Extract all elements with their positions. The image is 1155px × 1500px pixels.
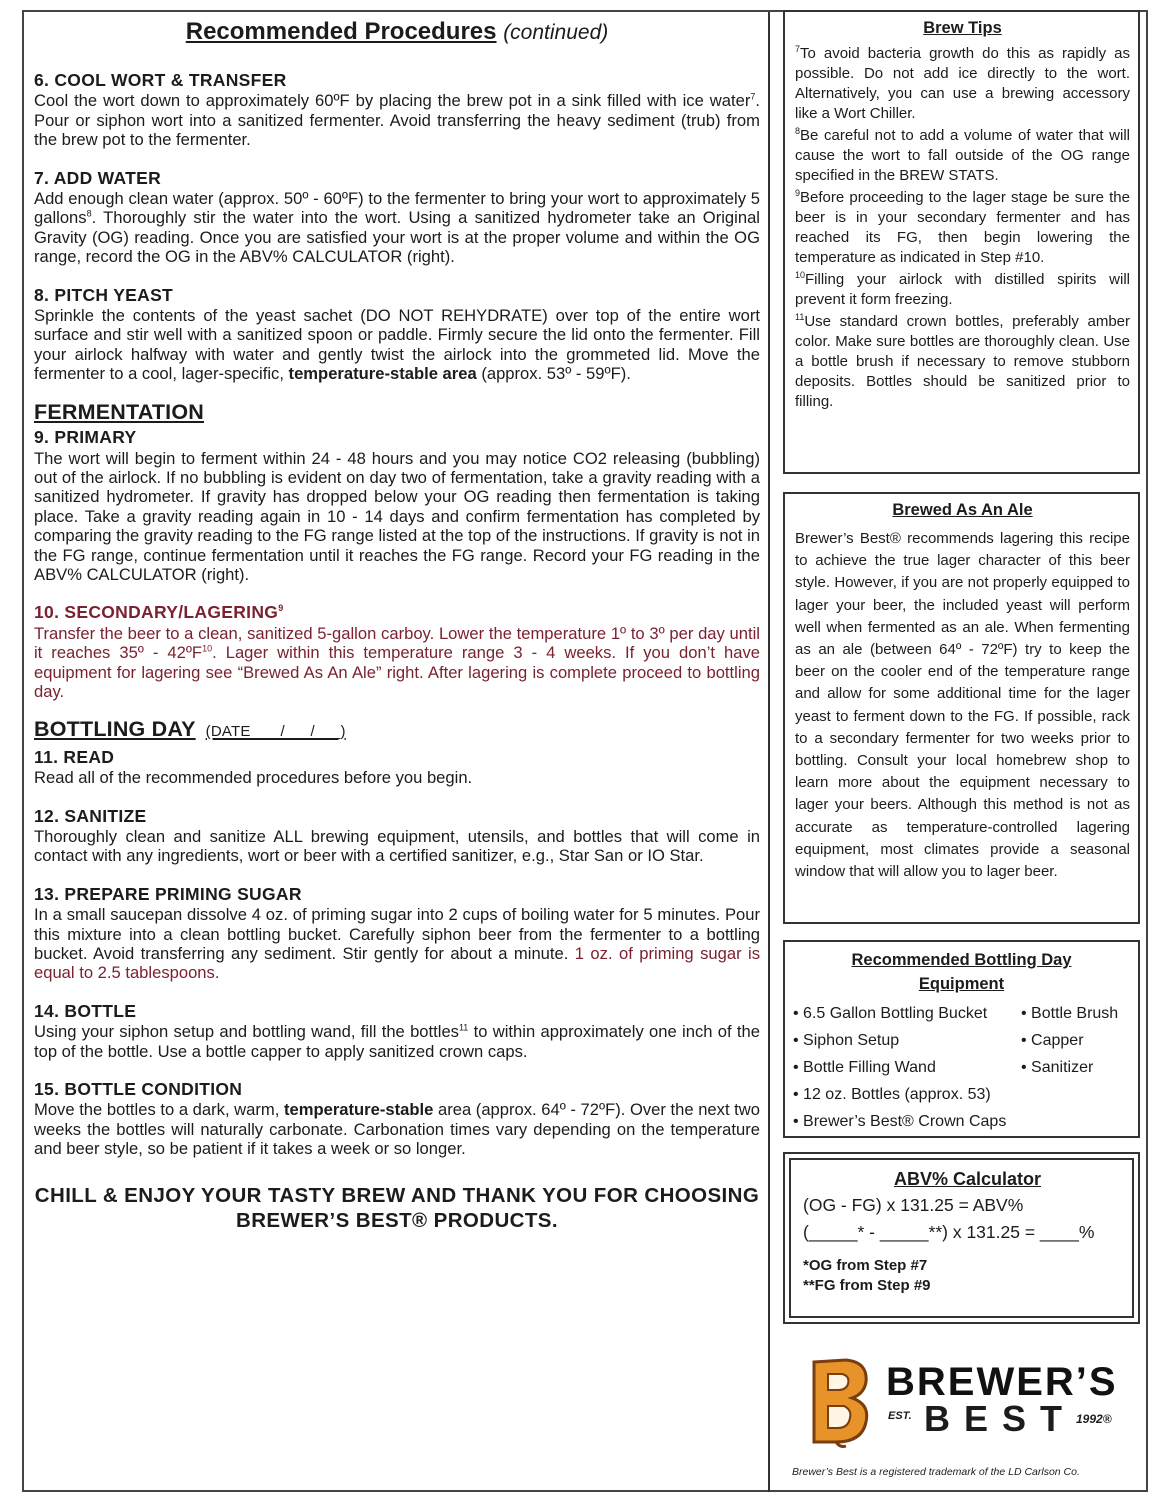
closing-message: CHILL & ENJOY YOUR TASTY BREW AND THANK YOU FOR CHOOSING BREWER’S BEST® PRODUCTS. xyxy=(34,1183,760,1232)
page-title xyxy=(34,18,760,47)
tip-item: $^7$To avoid bacteria growth do this as rapidly as possible. Do not add ice directly to the wort. Alternatively, you can use a brewing accessory like a Wort Chiller. xyxy=(795,44,1130,122)
abv-formula: (OG - FG) x 131.25 = ABV% xyxy=(803,1195,1024,1215)
logo-est: EST. xyxy=(888,1410,912,1422)
tip-item: $^{11}$Use standard crown bottles, preferably amber color. Make sure bottles are thoroughly clean. Use a bottle brush if necessary to remove stubborn deposits. Bottles should be sanitized prior to filling. xyxy=(795,312,1130,410)
step-8 xyxy=(34,286,760,384)
step-heading: 11. READ xyxy=(34,746,115,767)
abv-calculator-box xyxy=(783,1152,1140,1324)
abv-note-og: *OG from Step #7 xyxy=(803,1257,928,1274)
equipment-item: • Sanitizer xyxy=(1021,1059,1094,1076)
logo-best: BEST xyxy=(924,1398,1077,1439)
equipment-item: • 6.5 Gallon Bottling Bucket xyxy=(793,1005,988,1022)
step-11 xyxy=(34,748,760,788)
logo-wordmark: BREWER’S xyxy=(886,1360,1118,1404)
step-7 xyxy=(34,169,760,267)
brewed-as-ale-box xyxy=(783,492,1140,924)
equipment-title: Recommended Bottling Day Equipment xyxy=(851,951,1072,993)
step-10 xyxy=(34,603,760,701)
step-body: In a small saucepan dissolve 4 oz. of priming sugar into 2 cups of boiling water for 5 minutes. Pour this mixture into a clean bottling bucket. Carefully siphon beer from the fermenter to a bottling bucket. Avoid transferring any sediment. Stir gently for about a minute. 1 oz. of priming sugar is equal to 2.5 tablespoons. xyxy=(34,905,760,983)
date-field-label: (DATE ___/___/___) xyxy=(205,723,346,741)
abv-notes xyxy=(803,1256,1132,1296)
b-mark-icon xyxy=(806,1356,876,1448)
equipment-item: • 12 oz. Bottles (approx. 53) xyxy=(793,1086,991,1103)
brew-tips-title: Brew Tips xyxy=(923,19,1002,37)
step-body: Cool the wort down to approximately 60ºF by placing the brew pot in a sink filled with ice water$^7$. Pour or siphon wort into a sanitized fermenter. Avoid transferring the heavy sediment (trub) from the brew pot to the fermenter. xyxy=(34,91,760,150)
step-heading: 13. PREPARE PRIMING SUGAR xyxy=(34,883,302,904)
step-body: Thoroughly clean and sanitize ALL brewing equipment, utensils, and bottles that will come in contact with any ingredients, wort or beer with a certified sanitizer, e.g., Star San or IO Star. xyxy=(34,827,760,866)
step-body: Move the bottles to a dark, warm, temperature-stable area (approx. 64º - 72ºF). Over the next two weeks the bottles will naturally carbonate. Carbonation times vary depending on the temperature and beer style, so be patient if it takes a week or so longer. xyxy=(34,1100,761,1159)
step-13 xyxy=(34,885,760,983)
fermentation-heading: FERMENTATION xyxy=(34,399,205,424)
equipment-item: • Capper xyxy=(1021,1032,1084,1049)
equipment-box xyxy=(783,940,1140,1138)
abv-note-fg: **FG from Step #9 xyxy=(803,1277,931,1294)
step-12 xyxy=(34,807,760,866)
equipment-item: • Bottle Filling Wand xyxy=(793,1059,936,1076)
abv-calculator-title: ABV% Calculator xyxy=(893,1169,1042,1189)
step-9 xyxy=(34,428,760,584)
bottling-day-heading: BOTTLING DAY (DATE ___/___/___) xyxy=(34,717,346,742)
step-heading: 7. ADD WATER xyxy=(34,167,162,188)
step-body: Transfer the beer to a clean, sanitized 5-gallon carboy. Lower the temperature 1º to 3º per day until it reaches 35º - 42ºF$^{10}$. Lager within this temperature range 3 - 4 weeks. If you don’t have equipment for lagering see “Brewed As An Ale” right. After lagering is complete proceed to bottling day. xyxy=(34,623,760,701)
step-heading: 14. BOTTLE xyxy=(34,1000,137,1021)
abv-calculator-inner xyxy=(789,1158,1134,1318)
step-body: Read all of the recommended procedures before you begin. xyxy=(34,768,473,788)
step-heading: 10. SECONDARY/LAGERING$^9$ xyxy=(34,602,284,623)
step-heading: 12. SANITIZE xyxy=(34,805,147,826)
trademark-notice: Brewer’s Best is a registered trademark of the LD Carlson Co. xyxy=(792,1466,1080,1478)
page-title-main: Recommended Procedures xyxy=(185,18,497,45)
step-heading: 6. COOL WORT & TRANSFER xyxy=(34,70,287,90)
brewers-best-logo xyxy=(806,1356,1126,1456)
step-heading: 8. PITCH YEAST xyxy=(34,284,174,305)
step-heading: 15. BOTTLE CONDITION xyxy=(34,1079,243,1100)
equipment-column xyxy=(793,1000,1021,1135)
equipment-column xyxy=(1021,1000,1130,1135)
step-body: Using your siphon setup and bottling wand, fill the bottles$^{11}$ to within approximately one inch of the top of the bottle. Use a bottle capper to apply sanitized crown caps. xyxy=(34,1022,760,1061)
equipment-list xyxy=(793,1000,1130,1135)
logo-year: 1992® xyxy=(1076,1412,1112,1426)
step-6 xyxy=(34,71,760,150)
equipment-item: • Siphon Setup xyxy=(793,1032,900,1049)
equipment-item: • Brewer’s Best® Crown Caps xyxy=(793,1113,1007,1130)
tip-item: $^9$Before proceeding to the lager stage be sure the beer is in your secondary fermenter and has reached its FG, then begin lowering the temperature as indicated in Step #10. xyxy=(795,188,1130,266)
brew-tips-box xyxy=(783,10,1140,474)
page-title-sub: (continued) xyxy=(503,21,609,44)
step-body: The wort will begin to ferment within 24 - 48 hours and you may notice CO2 releasing (bubbling) out of the airlock. If no bubbling is evident on day two of fermentation, take a gravity reading with a sanitized hydrometer. If gravity has dropped below your OG reading then fermentation is taking place. Take a gravity reading again in 10 - 14 days and confirm fermentation has completed by comparing the gravity reading to the FG range listed at the top of the instructions. If gravity is not in the FG range, continue fermentation until it reaches the FG range. Record your FG reading in the ABV% CALCULATOR (right). xyxy=(34,448,760,584)
step-14 xyxy=(34,1002,760,1061)
step-body: Add enough clean water (approx. 50º - 60ºF) to the fermenter to bring your wort to approximately 5 gallons$^8$. Thoroughly stir the water into the wort. Using a sanitized hydrometer take an Original Gravity (OG) reading. Once you are satisfied your wort is at the proper volume and within the OG range, record the OG in the ABV% CALCULATOR (right). xyxy=(34,189,760,267)
main-column xyxy=(34,14,760,1233)
brewed-as-ale-text: Brewer’s Best® recommends lagering this recipe to achieve the true lager character of this beer style. However, if you are not properly equipped to lager your beer, the included yeast will perform well when fermented as an ale. When fermenting as an ale (between 64º - 72ºF) try to keep the beer on the cooler end of the temperature range and allow for some additional time for the lager yeast to ferment down to the FG. If possible, rack to a secondary fermenter for two weeks prior to bottling. Consult your local homebrew shop to learn more about the equipment necessary to lager your beers. Although this method is not as accurate as temperature-controlled lagering equipment, most climates provide a seasonal window that will allow you to lager beer. xyxy=(795,530,1130,881)
step-body: Sprinkle the contents of the yeast sachet (DO NOT REHYDRATE) over top of the entire wort surface and stir well with a sanitized spoon or paddle. Firmly secure the lid onto the fermenter. Fill your airlock halfway with water and gently twist the airlock into the grommeted lid. Move the fermenter to a cool, lager-specific, temperature-stable area (approx. 53º - 59ºF). xyxy=(34,306,760,384)
tip-item: $^{10}$Filling your airlock with distilled spirits will prevent it form freezing. xyxy=(795,270,1130,308)
tip-item: $^8$Be careful not to add a volume of water that will cause the wort to fall outside of the OG range specified in the BREW STATS. xyxy=(795,126,1130,184)
abv-fill-line[interactable]: (_____* - _____**) x 131.25 = ____% xyxy=(803,1222,1095,1242)
brewed-as-ale-title: Brewed As An Ale xyxy=(892,501,1033,519)
equipment-item: • Bottle Brush xyxy=(1021,1005,1119,1022)
step-15 xyxy=(34,1080,760,1159)
step-heading: 9. PRIMARY xyxy=(34,427,137,448)
